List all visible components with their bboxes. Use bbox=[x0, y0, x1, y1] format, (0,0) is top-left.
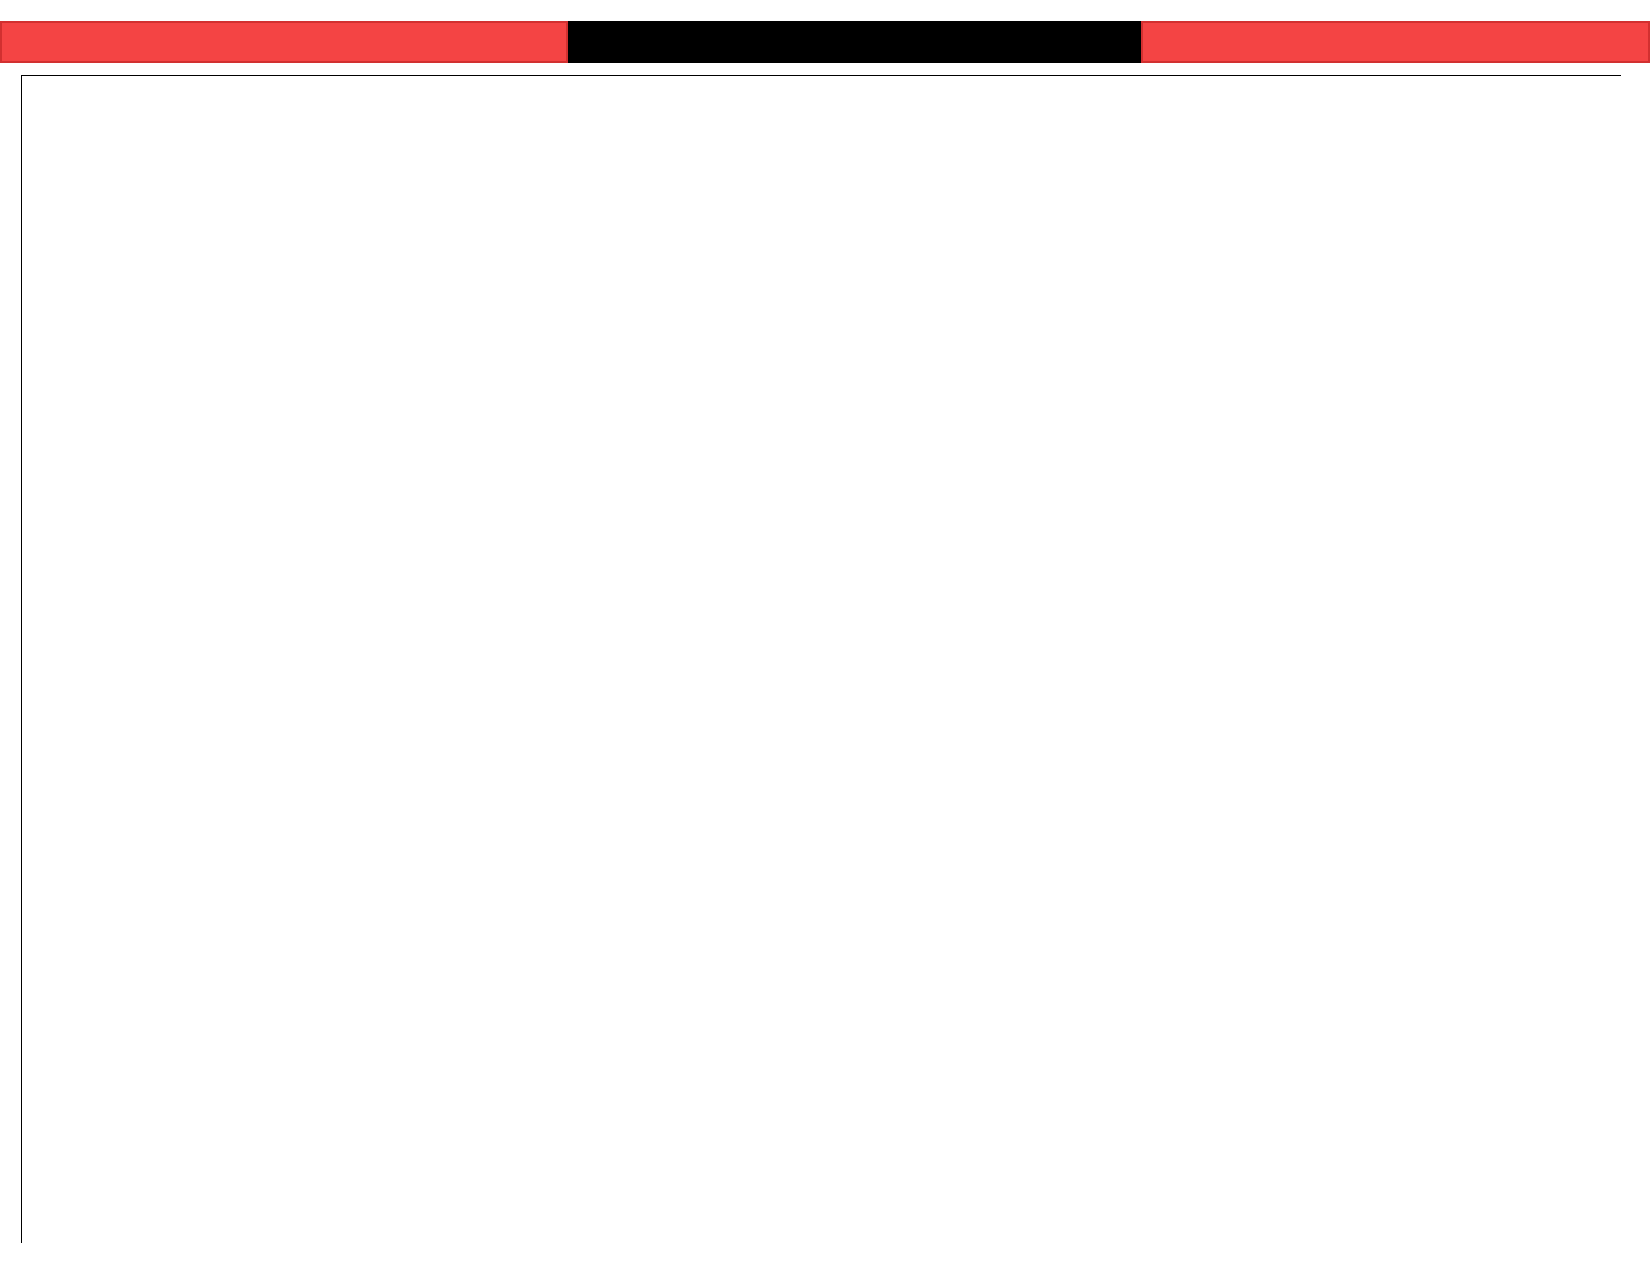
month-banner bbox=[0, 21, 568, 63]
title-banner bbox=[568, 21, 1141, 63]
location-banner bbox=[1141, 21, 1650, 63]
schedule-grid bbox=[21, 75, 1621, 1243]
